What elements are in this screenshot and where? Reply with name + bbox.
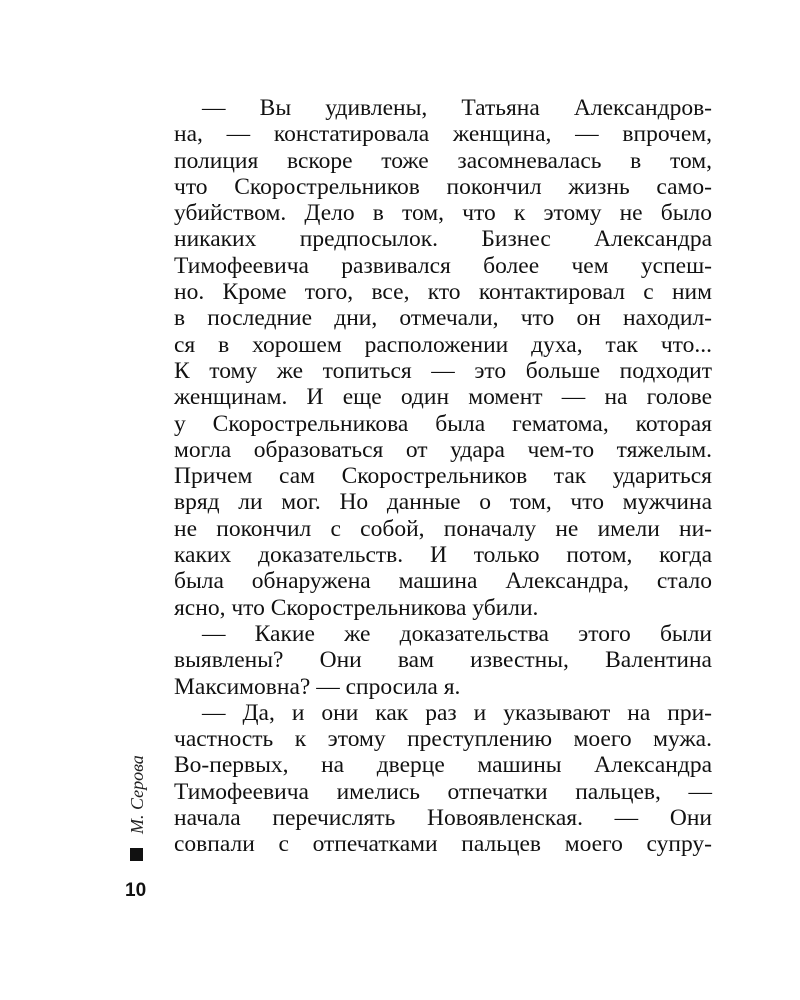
text-line: — Вы удивлены, Татьяна Александров- [202,95,712,121]
square-marker-icon [130,848,143,861]
text-line: Тимофеевича имелись отпечатки пальцев, — [174,778,712,805]
text-line: у Скорострельникова была гематома, которая [174,410,712,437]
text-line: начала перечислять Новоявленская. — Они [174,805,712,832]
text-line: каких доказательств. И только потом, когда [174,542,712,569]
text-line: полиция вскоре тоже засомневалась в том, [174,147,712,174]
text-line: ся в хорошем расположении духа, так что... [174,331,712,358]
text-line: Тимофеевича развивался более чем успеш- [174,252,712,279]
text-line: совпали с отпечатками пальцев моего супру- [174,831,712,858]
text-line: Во-первых, на дверце машины Александра [174,752,712,779]
body-text [174,95,712,858]
text-line: вряд ли мог. Но данные о том, что мужчина [174,489,712,516]
text-line: Причем сам Скорострельников так удариться [174,463,712,490]
text-line: ясно, что Скорострельникова убили. [174,594,539,621]
text-line: К тому же топиться — это больше подходит [174,357,712,384]
text-line: женщинам. И еще один момент — на голове [174,384,712,411]
text-line: не покончил с собой, поначалу не имели ни- [174,515,712,542]
text-line: убийством. Дело в том, что к этому не было [174,200,712,227]
text-line: могла образоваться от удара чем-то тяжелым. [174,436,712,463]
page-number: 10 [125,880,147,901]
running-author: М. Серова [127,755,147,834]
text-line: но. Кроме того, все, кто контактировал с ним [174,279,712,306]
text-line: никаких предпосылок. Бизнес Александра [174,226,712,253]
text-line: частность к этому преступлению моего мужа. [174,726,712,753]
text-line: была обнаружена машина Александра, стало [174,568,712,595]
text-line: в последние дни, отмечали, что он находил- [174,305,712,332]
text-line: на, — констатировала женщина, — впрочем, [174,121,712,148]
text-line: — Какие же доказательства этого были [202,620,712,647]
text-line: — Да, и они как раз и указывают на при- [202,699,712,726]
text-line: Максимовна? — спросила я. [174,673,461,700]
text-line: выявлены? Они вам известны, Валентина [174,647,712,674]
text-line: что Скорострельников покончил жизнь само- [174,173,712,200]
